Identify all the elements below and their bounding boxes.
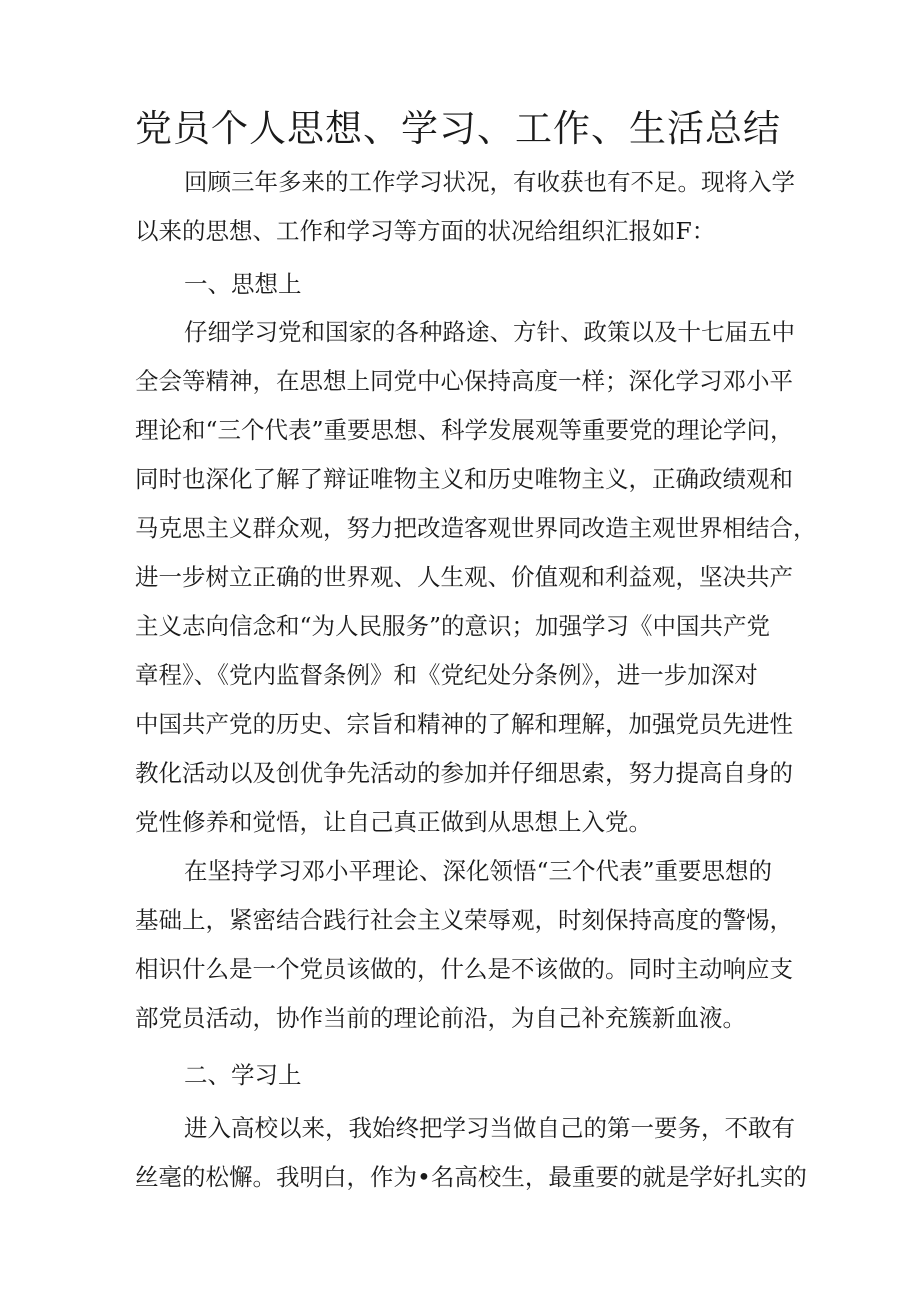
paragraph-line: 理论和“三个代表”重要思想、科学发展观等重要党的理论学问， — [135, 416, 794, 444]
paragraph-line: 以来的思想、工作和学习等方面的状况给组织汇报如F： — [135, 217, 716, 245]
paragraph-line: 同时也深化了解了辩证唯物主义和历史唯物主义，正确政绩观和 — [135, 465, 793, 493]
paragraph-line: 全会等精神，在思想上同党中心保持高度一样；深化学习邓小平 — [135, 367, 793, 395]
paragraph-line: 丝毫的松懈。我明白，作为•名高校生，最重要的就是学好扎实的 — [135, 1163, 807, 1191]
paragraph-line: 在坚持学习邓小平理论、深化领悟“三个代表”重要思想的 — [184, 857, 773, 885]
paragraph-line: 部党员活动，协作当前的理论前沿，为自己补充簇新血液。 — [135, 1004, 746, 1032]
section-heading: 一、思想上 — [184, 270, 302, 298]
paragraph-line: 主义志向信念和“为人民服务”的意识；加强学习《中国共产党 — [135, 612, 771, 640]
document-title: 党员个人思想、学习、工作、生活总结 — [135, 107, 781, 150]
paragraph-line: 回顾三年多来的工作学习状况，有收获也有不足。现将入学 — [184, 168, 795, 196]
section-heading: 二、学习上 — [184, 1061, 302, 1089]
paragraph-line: 进入高校以来，我始终把学习当做自己的第一要务，不敢有 — [184, 1114, 795, 1142]
paragraph-line: 相识什么是一个党员该做的，什么是不该做的。同时主动响应支 — [135, 955, 793, 983]
paragraph-line: 基础上，紧密结合践行社会主义荣辱观，时刻保持高度的警惕， — [135, 906, 793, 934]
paragraph-line: 中国共产党的历史、宗旨和精神的了解和理解，加强党员先进性 — [135, 710, 793, 738]
paragraph-line: 进一步树立正确的世界观、人生观、价值观和利益观，坚决共产 — [135, 563, 793, 591]
paragraph-line: 章程》、《党内监督条例》和《党纪处分条例》，进一步加深对 — [135, 661, 758, 689]
paragraph-line: 教化活动以及创优争先活动的参加并仔细思索，努力提高自身的 — [135, 759, 793, 787]
paragraph-line: 马克思主义群众观，努力把改造客观世界同改造主观世界相结合， — [135, 514, 817, 542]
paragraph-line: 仔细学习党和国家的各种路途、方针、政策以及十七届五中 — [184, 318, 795, 346]
paragraph-line: 党性修养和觉悟，让自己真正做到从思想上入党。 — [135, 808, 652, 836]
